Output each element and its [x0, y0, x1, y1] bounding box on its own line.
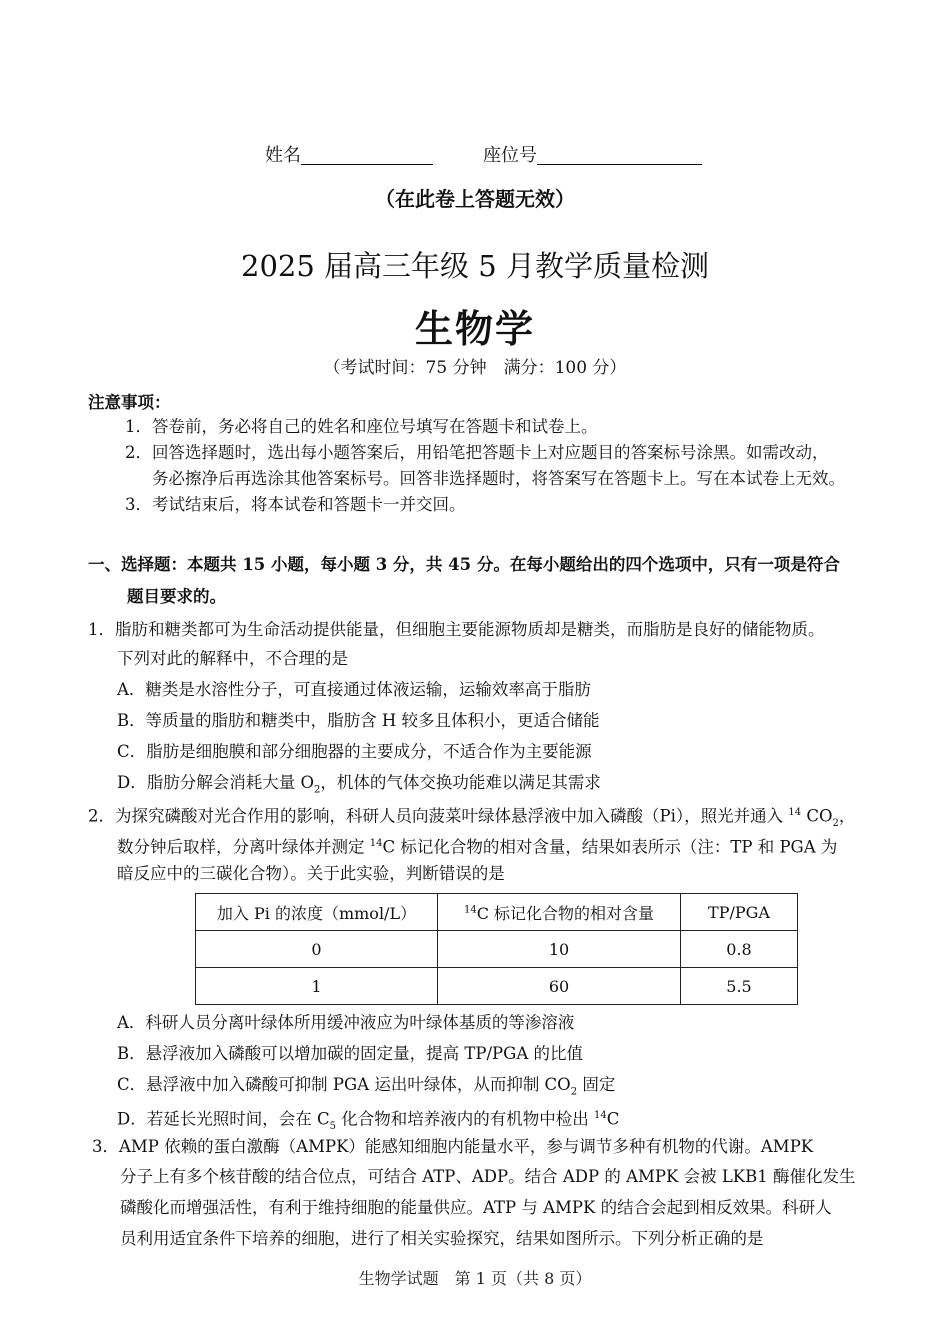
q1-stem: 1．脂肪和糖类都可为生命活动提供能量，但细胞主要能源物质却是糖类，而脂肪是良好的储能物质。 [88, 620, 825, 639]
q2-option-b: B．悬浮液加入磷酸可以增加碳的固定量，提高 TP/PGA 的比值 [117, 1044, 583, 1063]
q3-stem-line: 分子上有多个核苷酸的结合位点，可结合 ATP、ADP。结合 ADP 的 AMPK 会被 LKB1 酶催化发生 [120, 1167, 856, 1186]
subject-title: 生物学 [414, 306, 535, 351]
table-cell: 60 [438, 968, 681, 1005]
results-table [195, 893, 798, 1005]
seat-label: 座位号 [483, 145, 537, 166]
table-cell: 1 [196, 968, 438, 1005]
table-cell: 0 [196, 931, 438, 968]
q1-stem-cont: 下列对此的解释中，不合理的是 [117, 649, 348, 668]
exam-title: 2025 届高三年级 5 月教学质量检测 [241, 249, 709, 283]
q1-option-d: D．脂肪分解会消耗大量 $O_2$，机体的气体交换功能难以满足其需求 [117, 773, 601, 796]
section-heading: 一、选择题：本题共 15 小题，每小题 3 分，共 45 分。在每小题给出的四个选项中，只有一项是符合 [88, 555, 840, 574]
table-header: TP/PGA [681, 894, 798, 931]
table-cell: 5.5 [681, 968, 798, 1005]
invalid-note: （在此卷上答题无效） [375, 187, 575, 211]
q2-stem: 2．为探究磷酸对光合作用的影响，科研人员向菠菜叶绿体悬浮液中加入磷酸（Pi），照光并通入 $^{14}$ $CO_2$， [88, 806, 856, 829]
q2-stem-cont: 数分钟后取样，分离叶绿体并测定 $^{14}$C 标记化合物的相对含量，结果如表所示（注：TP 和 PGA 为 [117, 837, 838, 857]
q2-stem-cont2: 暗反应中的三碳化合物）。关于此实验，判断错误的是 [117, 864, 505, 883]
note-item: 1．答卷前，务必将自己的姓名和座位号填写在答题卡和试卷上。 [125, 417, 598, 436]
seat-blank [537, 144, 702, 165]
q2-option-a: A．科研人员分离叶绿体所用缓冲液应为叶绿体基质的等渗溶液 [117, 1013, 575, 1032]
q1-option-b: B．等质量的脂肪和糖类中，脂肪含 H 较多且体积小，更适合储能 [117, 711, 600, 730]
note-item: 3．考试结束后，将本试卷和答题卡一并交回。 [125, 495, 466, 514]
table-row [196, 931, 798, 968]
page-footer: 生物学试题 第 1 页（共 8 页） [358, 1269, 592, 1288]
q2-option-c: C．悬浮液中加入磷酸可抑制 PGA 运出叶绿体，从而抑制 $CO_2$ 固定 [117, 1075, 616, 1098]
section-heading-cont: 题目要求的。 [127, 587, 226, 606]
note-item: 务必擦净后再选涂其他答案标号。回答非选择题时，将答案写在答题卡上。写在本试卷上无效。 [152, 469, 845, 488]
note-item: 2．回答选择题时，选出每小题答案后，用铅笔把答题卡上对应题目的答案标号涂黑。如需改动， [125, 443, 829, 462]
q1-option-c: C．脂肪是细胞膜和部分细胞器的主要成分，不适合作为主要能源 [117, 742, 592, 761]
table-cell: 0.8 [681, 931, 798, 968]
q3-stem-line: 磷酸化而增强活性，有利于维持细胞的能量供应。ATP 与 AMPK 的结合会起到相反效果。科研人 [120, 1198, 832, 1217]
name-blank [301, 144, 433, 165]
q3-stem-line: 3．AMP 依赖的蛋白激酶（AMPK）能感知细胞内能量水平，参与调节多种有机物的代谢。AMPK [92, 1137, 814, 1156]
q2-option-d: D．若延长光照时间，会在 $C_5$ 化合物和培养液内的有机物中检出 $^{14}$C [117, 1109, 620, 1132]
table-row [196, 968, 798, 1005]
table-header: 加入 Pi 的浓度（mmol/L） [196, 894, 438, 931]
table-cell: 10 [438, 931, 681, 968]
table-header: $^{14}$C 标记化合物的相对含量 [438, 894, 681, 931]
q1-option-a: A．糖类是水溶性分子，可直接通过体液运输，运输效率高于脂肪 [117, 680, 591, 699]
exam-info: （考试时间：75 分钟 满分：100 分） [323, 358, 627, 378]
name-field [265, 144, 433, 167]
name-label: 姓名 [265, 145, 301, 166]
seat-field [483, 144, 702, 167]
notes-heading: 注意事项： [88, 393, 171, 412]
table-header-row [196, 894, 798, 931]
q3-stem-line: 员利用适宜条件下培养的细胞，进行了相关实验探究，结果如图所示。下列分析正确的是 [120, 1229, 764, 1248]
